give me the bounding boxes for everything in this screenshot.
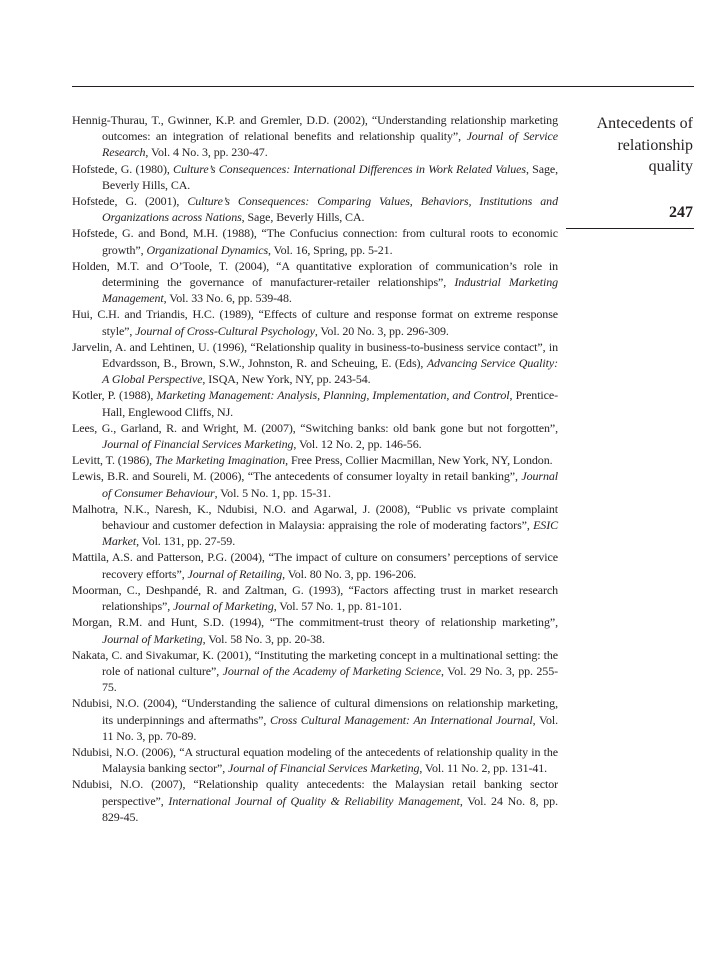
reference-text: Moorman, C., Deshpandé, R. and Zaltman, G. (1993), “Factors affecting trust in market research relationships”,: [72, 582, 558, 614]
reference-source-title: The Marketing Imagination: [154, 453, 286, 468]
reference-text: , Prentice-Hall, Englewood Cliffs, NJ.: [102, 388, 559, 419]
reference-source-title: Culture’s Consequences: Comparing Values, Behaviors, Institutions and Organizations across Nations: [102, 194, 558, 225]
reference-source-title: Organizational Dynamics: [146, 242, 269, 257]
reference-entry: [72, 112, 558, 161]
reference-source-title: Cross Cultural Management: An International Journal: [270, 712, 533, 727]
reference-entry: [72, 614, 558, 646]
reference-entry: [72, 193, 558, 225]
reference-text: Ndubisi, N.O. (2007), “Relationship quality antecedents: the Malaysian retail banking sector perspective”,: [72, 777, 558, 808]
reference-text: Hofstede, G. and Bond, M.H. (1988), “The Confucius connection: from cultural roots to economic growth”,: [72, 226, 558, 257]
reference-text: Ndubisi, N.O. (2006), “A structural equation modeling of the antecedents of relationship quality in the Malaysia banking sector”,: [72, 744, 558, 776]
reference-text: Kotler, P. (1988),: [72, 388, 157, 403]
reference-source-title: Journal of the Academy of Marketing Science: [222, 663, 441, 678]
reference-text: , Free Press, Collier Macmillan, New York, NY, London.: [285, 453, 553, 468]
running-head-line: Antecedents of: [596, 115, 693, 132]
reference-text: Ndubisi, N.O. (2004), “Understanding the salience of cultural dimensions on relationship marketing, its underpinnings and aftermaths”,: [72, 696, 558, 727]
reference-entry: [72, 161, 558, 193]
reference-entry: [72, 387, 558, 419]
reference-entry: [72, 695, 558, 744]
reference-text: , Vol. 11 No. 2, pp. 131-41.: [419, 761, 548, 776]
reference-text: , Vol. 16, Spring, pp. 5-21.: [268, 242, 393, 257]
reference-text: Nakata, C. and Sivakumar, K. (2001), “Instituting the marketing concept in a multinational setting: the role of national culture”,: [72, 647, 558, 678]
reference-source-title: Journal of Retailing: [187, 566, 283, 581]
reference-text: Lees, G., Garland, R. and Wright, M. (2007), “Switching banks: old bank gone but not forgotten”,: [72, 420, 558, 435]
reference-text: Hofstede, G. (1980),: [72, 161, 174, 176]
reference-list: [72, 112, 558, 825]
reference-text: Hui, C.H. and Triandis, H.C. (1989), “Effects of culture and response format on extreme response style”,: [72, 307, 558, 338]
reference-text: , Vol. 131, pp. 27-59.: [136, 534, 236, 549]
reference-text: Malhotra, N.K., Naresh, K., Ndubisi, N.O. and Agarwal, J. (2008), “Public vs private complaint behaviour and customer defection in Malaysia: appraising the role of moderating factors”,: [72, 501, 558, 533]
reference-source-title: Journal of Financial Services Marketing: [228, 761, 420, 776]
reference-text: , ISQA, New York, NY, pp. 243-54.: [202, 372, 371, 387]
reference-text: , Sage, Beverly Hills, CA.: [102, 161, 558, 192]
reference-entry: [72, 306, 558, 338]
page-number: 247: [669, 204, 693, 221]
reference-source-title: Marketing Management: Analysis, Planning, Implementation, and Control: [156, 388, 510, 403]
reference-entry: [72, 776, 558, 825]
reference-entry: [72, 420, 558, 452]
reference-text: , Vol. 12 No. 2, pp. 146-56.: [293, 437, 422, 452]
reference-text: Hennig-Thurau, T., Gwinner, K.P. and Gremler, D.D. (2002), “Understanding relationship marketing outcomes: an integration of relational benefits and relationship quality”,: [72, 113, 558, 144]
reference-entry: [72, 501, 558, 550]
reference-text: Morgan, R.M. and Hunt, S.D. (1994), “The commitment-trust theory of relationship marketing”,: [72, 615, 558, 630]
reference-source-title: Journal of Marketing: [102, 631, 203, 646]
reference-source-title: Journal of Consumer Behaviour: [102, 469, 558, 500]
reference-text: , Vol. 20 No. 3, pp. 296-309.: [314, 323, 449, 338]
reference-entry: [72, 468, 558, 500]
reference-text: Lewis, B.R. and Soureli, M. (2006), “The antecedents of consumer loyalty in retail banking”,: [72, 469, 522, 484]
reference-source-title: Journal of Cross-Cultural Psychology: [135, 323, 315, 338]
reference-entry: [72, 647, 558, 696]
reference-entry: [72, 225, 558, 257]
reference-text: Mattila, A.S. and Patterson, P.G. (2004), “The impact of culture on consumers’ perceptions of service recovery efforts”,: [72, 550, 558, 581]
side-rule: [566, 228, 694, 229]
reference-source-title: Advancing Service Quality: A Global Perspective: [102, 356, 558, 387]
reference-text: , Vol. 57 No. 1, pp. 81-101.: [273, 599, 402, 614]
reference-entry: [72, 582, 558, 614]
reference-source-title: International Journal of Quality & Reliability Management: [168, 793, 460, 808]
reference-text: , Vol. 24 No. 8, pp. 829-45.: [102, 793, 558, 824]
reference-source-title: Journal of Marketing: [173, 599, 274, 614]
reference-text: Levitt, T. (1986),: [72, 453, 155, 468]
reference-source-title: Journal of Service Research: [102, 129, 558, 160]
running-head-line: quality: [648, 158, 693, 175]
reference-text: , Vol. 33 No. 6, pp. 539-48.: [163, 291, 292, 306]
reference-text: Holden, M.T. and O’Toole, T. (2004), “A quantitative exploration of communication’s role in determining the governance of manufacturer-retailer relationships”,: [72, 258, 558, 290]
reference-text: , Vol. 11 No. 3, pp. 70-89.: [102, 712, 558, 743]
reference-text: , Vol. 4 No. 3, pp. 230-47.: [145, 145, 268, 160]
reference-entry: [72, 549, 558, 581]
reference-entry: [72, 258, 558, 307]
reference-source-title: Journal of Financial Services Marketing: [102, 437, 294, 452]
reference-text: Hofstede, G. (2001),: [72, 194, 188, 209]
reference-entry: [72, 744, 558, 776]
reference-text: Jarvelin, A. and Lehtinen, U. (1996), “Relationship quality in business-to-business service contact”, in Edvardsson, B., Brown, S.W., Johnston, R. and Scheuing, E. (Eds),: [72, 339, 558, 371]
reference-entry: [72, 339, 558, 388]
reference-source-title: Industrial Marketing Management: [102, 275, 558, 306]
top-rule: [72, 86, 694, 87]
reference-text: , Vol. 5 No. 1, pp. 15-31.: [214, 485, 331, 500]
running-head-title: [566, 113, 693, 178]
reference-source-title: Culture’s Consequences: International Differences in Work Related Values: [173, 161, 526, 176]
reference-text: , Vol. 58 No. 3, pp. 20-38.: [202, 631, 325, 646]
reference-source-title: ESIC Market: [102, 518, 558, 549]
reference-text: , Vol. 29 No. 3, pp. 255-75.: [102, 663, 558, 695]
reference-text: , Sage, Beverly Hills, CA.: [241, 210, 365, 225]
running-head-line: relationship: [617, 136, 693, 154]
reference-text: , Vol. 80 No. 3, pp. 196-206.: [282, 566, 417, 581]
reference-entry: [72, 452, 558, 468]
